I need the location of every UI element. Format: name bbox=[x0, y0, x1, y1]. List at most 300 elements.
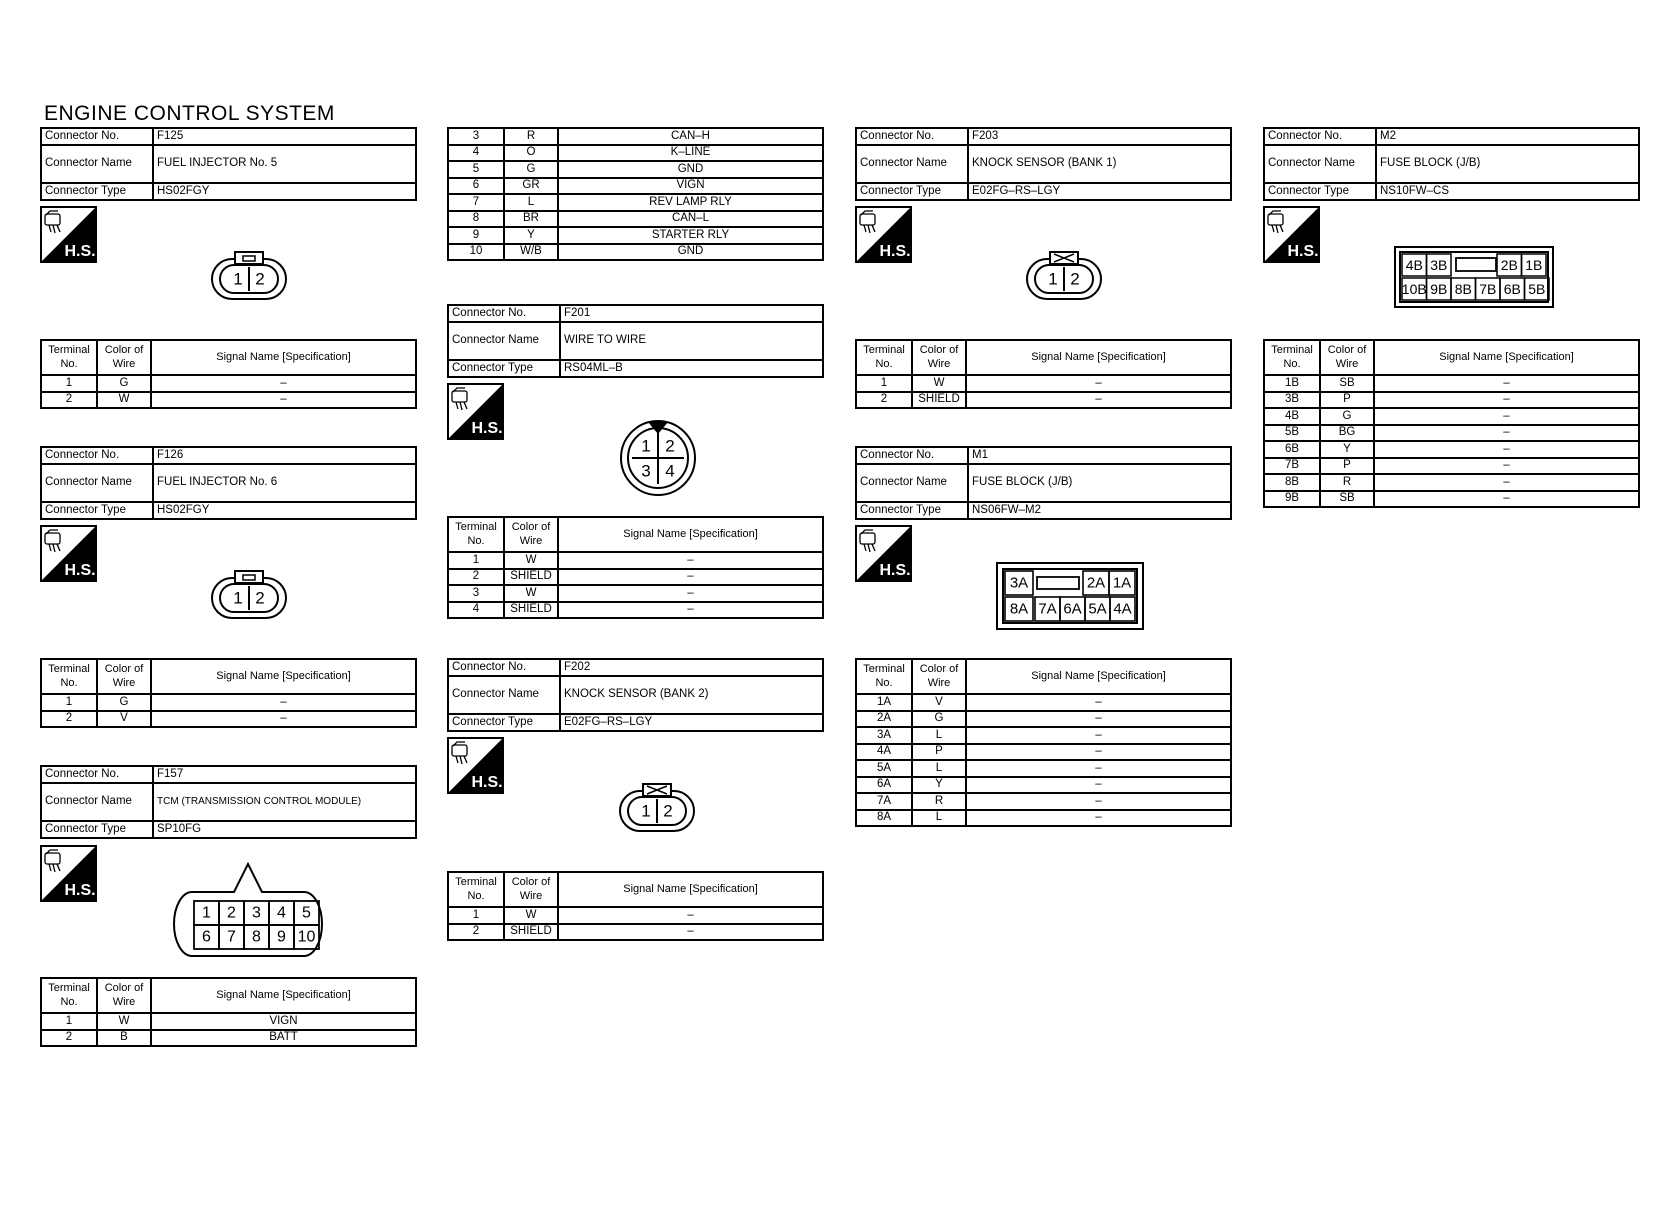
connector-name-value: KNOCK SENSOR (BANK 2) bbox=[560, 676, 823, 714]
connector-type-value: RS04ML–B bbox=[560, 360, 823, 377]
connector-info-M1 bbox=[855, 446, 1232, 520]
label-connector-type: Connector Type bbox=[448, 714, 560, 731]
wire-color: G bbox=[1320, 408, 1374, 425]
pin-label: 4 bbox=[665, 461, 675, 481]
signal-name-header: Signal Name [Specification] bbox=[151, 659, 416, 694]
connector-type-value: NS06FW–M2 bbox=[968, 502, 1231, 519]
label-connector-no: Connector No. bbox=[1264, 128, 1376, 145]
pin-label: 1A bbox=[1112, 574, 1132, 592]
pin-label: 5B bbox=[1528, 281, 1546, 297]
terminal-row bbox=[448, 128, 823, 145]
terminal-row bbox=[41, 1013, 416, 1030]
signal-name: VIGN bbox=[558, 178, 823, 195]
label-connector-name: Connector Name bbox=[448, 676, 560, 714]
harness-side-icon bbox=[40, 845, 97, 902]
terminal-header-row bbox=[448, 517, 823, 552]
wire-color: BR bbox=[504, 211, 558, 228]
terminal-table-F201 bbox=[447, 516, 824, 619]
svg-text:H.S.: H.S. bbox=[879, 562, 911, 579]
connector-type-value: E02FG–RS–LGY bbox=[560, 714, 823, 731]
wire-color: P bbox=[1320, 458, 1374, 475]
terminal-row bbox=[856, 793, 1231, 810]
signal-name: – bbox=[151, 392, 416, 409]
terminal-no: 1B bbox=[1264, 375, 1320, 392]
terminal-row bbox=[856, 711, 1231, 728]
label-connector-type: Connector Type bbox=[856, 183, 968, 200]
pin-label: 5 bbox=[302, 904, 311, 922]
wire-color: V bbox=[97, 711, 151, 728]
connector-no-value: F157 bbox=[153, 766, 416, 783]
signal-name: – bbox=[966, 777, 1231, 794]
harness-side-icon bbox=[1263, 206, 1320, 263]
signal-name: STARTER RLY bbox=[558, 227, 823, 244]
connector-no-value: M2 bbox=[1376, 128, 1639, 145]
label-connector-no: Connector No. bbox=[856, 128, 968, 145]
terminal-no: 6B bbox=[1264, 441, 1320, 458]
pin-label: 10 bbox=[297, 928, 316, 946]
signal-name: – bbox=[966, 727, 1231, 744]
connector-face-F126 bbox=[210, 570, 288, 620]
connector-info-F125 bbox=[40, 127, 417, 201]
wire-color: W bbox=[912, 375, 966, 392]
terminal-row bbox=[856, 810, 1231, 827]
label-connector-type: Connector Type bbox=[41, 183, 153, 200]
label-connector-no: Connector No. bbox=[41, 447, 153, 464]
terminal-row bbox=[41, 392, 416, 409]
pin-label: 1 bbox=[233, 269, 243, 289]
signal-name: CAN–L bbox=[558, 211, 823, 228]
wire-color: R bbox=[912, 793, 966, 810]
pin-label: 4B bbox=[1405, 257, 1423, 273]
wire-color: W bbox=[97, 392, 151, 409]
signal-name: – bbox=[966, 810, 1231, 827]
connector-no-value: F125 bbox=[153, 128, 416, 145]
wire-color: W bbox=[504, 907, 558, 924]
wire-color: W bbox=[504, 552, 558, 569]
pin-label: 7B bbox=[1479, 281, 1497, 297]
wire-color: O bbox=[504, 145, 558, 162]
svg-text:H.S.: H.S. bbox=[471, 774, 503, 791]
pin-label: 1B bbox=[1525, 257, 1543, 273]
label-connector-name: Connector Name bbox=[856, 145, 968, 183]
signal-name-header: Signal Name [Specification] bbox=[966, 659, 1231, 694]
color-of-wire-header: Color of Wire bbox=[504, 517, 558, 552]
pin-label: 7A bbox=[1038, 600, 1057, 618]
svg-text:H.S.: H.S. bbox=[64, 243, 96, 260]
pin-label: 2B bbox=[1500, 257, 1518, 273]
pin-label: 2 bbox=[665, 436, 675, 456]
signal-name: – bbox=[1374, 375, 1639, 392]
terminal-row bbox=[448, 552, 823, 569]
terminal-row bbox=[1264, 425, 1639, 442]
svg-text:H.S.: H.S. bbox=[879, 243, 911, 260]
terminal-no: 9 bbox=[448, 227, 504, 244]
pin-label: 1 bbox=[1048, 269, 1058, 289]
terminal-header-row bbox=[856, 340, 1231, 375]
wire-color: L bbox=[504, 194, 558, 211]
terminal-row bbox=[41, 375, 416, 392]
pin-label: 1 bbox=[641, 801, 651, 821]
connector-info-F157 bbox=[40, 765, 417, 839]
wire-color: B bbox=[97, 1030, 151, 1047]
signal-name: – bbox=[558, 907, 823, 924]
label-connector-type: Connector Type bbox=[41, 502, 153, 519]
terminal-header-row bbox=[41, 978, 416, 1013]
wire-color: W bbox=[97, 1013, 151, 1030]
terminal-no: 2 bbox=[448, 924, 504, 941]
label-connector-type: Connector Type bbox=[1264, 183, 1376, 200]
pin-label: 6A bbox=[1063, 600, 1082, 618]
color-of-wire-header: Color of Wire bbox=[97, 340, 151, 375]
terminal-no: 1 bbox=[856, 375, 912, 392]
terminal-row bbox=[41, 711, 416, 728]
label-connector-no: Connector No. bbox=[448, 305, 560, 322]
color-of-wire-header: Color of Wire bbox=[1320, 340, 1374, 375]
terminal-row bbox=[448, 585, 823, 602]
label-connector-no: Connector No. bbox=[448, 659, 560, 676]
connector-no-value: F203 bbox=[968, 128, 1231, 145]
terminal-no: 1 bbox=[41, 1013, 97, 1030]
signal-name: – bbox=[966, 711, 1231, 728]
connector-name-value: FUSE BLOCK (J/B) bbox=[1376, 145, 1639, 183]
terminal-row bbox=[448, 145, 823, 162]
wire-color: R bbox=[1320, 474, 1374, 491]
harness-side-icon bbox=[447, 737, 504, 794]
terminal-row bbox=[41, 1030, 416, 1047]
connector-info-F202 bbox=[447, 658, 824, 732]
terminal-no: 9B bbox=[1264, 491, 1320, 508]
signal-name: – bbox=[1374, 441, 1639, 458]
signal-name: BATT bbox=[151, 1030, 416, 1047]
pin-label: 3 bbox=[641, 461, 651, 481]
terminal-no: 5A bbox=[856, 760, 912, 777]
connector-face-M1 bbox=[995, 561, 1145, 631]
wire-color: G bbox=[912, 711, 966, 728]
connector-no-value: F126 bbox=[153, 447, 416, 464]
signal-name: – bbox=[966, 793, 1231, 810]
connector-info-F201 bbox=[447, 304, 824, 378]
terminal-table-F203 bbox=[855, 339, 1232, 409]
signal-name: – bbox=[1374, 491, 1639, 508]
pin-label: 4 bbox=[277, 904, 286, 922]
pin-label: 2 bbox=[1070, 269, 1080, 289]
signal-name: – bbox=[1374, 474, 1639, 491]
terminal-no: 5B bbox=[1264, 425, 1320, 442]
terminal-no: 7B bbox=[1264, 458, 1320, 475]
terminal-header-row bbox=[448, 872, 823, 907]
connector-type-value: HS02FGY bbox=[153, 183, 416, 200]
terminal-no: 4 bbox=[448, 145, 504, 162]
pin-label: 1 bbox=[641, 436, 651, 456]
connector-info-M2 bbox=[1263, 127, 1640, 201]
connector-name-value: FUSE BLOCK (J/B) bbox=[968, 464, 1231, 502]
pin-label: 4A bbox=[1113, 600, 1132, 618]
connector-info-F203 bbox=[855, 127, 1232, 201]
signal-name: – bbox=[558, 924, 823, 941]
connector-name-value: FUEL INJECTOR No. 5 bbox=[153, 145, 416, 183]
terminal-row bbox=[856, 744, 1231, 761]
connector-name-value: KNOCK SENSOR (BANK 1) bbox=[968, 145, 1231, 183]
terminal-no: 3A bbox=[856, 727, 912, 744]
svg-text:H.S.: H.S. bbox=[1287, 243, 1319, 260]
pin-label: 1 bbox=[202, 904, 211, 922]
signal-name: – bbox=[558, 585, 823, 602]
color-of-wire-header: Color of Wire bbox=[97, 978, 151, 1013]
connector-info-F126 bbox=[40, 446, 417, 520]
terminal-row bbox=[448, 211, 823, 228]
pin-label: 8 bbox=[252, 928, 261, 946]
terminal-row bbox=[448, 602, 823, 619]
pin-label: 6B bbox=[1503, 281, 1521, 297]
terminal-no: 6A bbox=[856, 777, 912, 794]
wire-color: SHIELD bbox=[504, 569, 558, 586]
harness-side-icon bbox=[447, 383, 504, 440]
label-connector-no: Connector No. bbox=[856, 447, 968, 464]
signal-name-header: Signal Name [Specification] bbox=[151, 978, 416, 1013]
connector-face-M2 bbox=[1393, 245, 1555, 309]
terminal-table-F157-continued bbox=[447, 127, 824, 261]
terminal-no: 4A bbox=[856, 744, 912, 761]
pin-label: 2 bbox=[255, 588, 265, 608]
color-of-wire-header: Color of Wire bbox=[504, 872, 558, 907]
page-title: ENGINE CONTROL SYSTEM bbox=[44, 102, 335, 125]
terminal-no-header: Terminal No. bbox=[856, 340, 912, 375]
signal-name-header: Signal Name [Specification] bbox=[151, 340, 416, 375]
terminal-row bbox=[1264, 441, 1639, 458]
label-connector-name: Connector Name bbox=[41, 464, 153, 502]
terminal-table-F202 bbox=[447, 871, 824, 941]
wire-color: Y bbox=[1320, 441, 1374, 458]
wire-color: SHIELD bbox=[912, 392, 966, 409]
signal-name-header: Signal Name [Specification] bbox=[558, 517, 823, 552]
terminal-row bbox=[448, 194, 823, 211]
pin-label: 8B bbox=[1454, 281, 1472, 297]
signal-name: – bbox=[966, 760, 1231, 777]
connector-name-value: WIRE TO WIRE bbox=[560, 322, 823, 360]
terminal-no: 1 bbox=[448, 907, 504, 924]
pin-label: 1 bbox=[233, 588, 243, 608]
harness-side-icon bbox=[40, 525, 97, 582]
wire-color: P bbox=[1320, 392, 1374, 409]
signal-name: – bbox=[1374, 408, 1639, 425]
wire-color: SB bbox=[1320, 491, 1374, 508]
pin-label: 3 bbox=[252, 904, 261, 922]
label-connector-type: Connector Type bbox=[856, 502, 968, 519]
terminal-row bbox=[856, 392, 1231, 409]
label-connector-name: Connector Name bbox=[41, 145, 153, 183]
terminal-row bbox=[856, 694, 1231, 711]
terminal-table-F126 bbox=[40, 658, 417, 728]
pin-label: 2 bbox=[255, 269, 265, 289]
terminal-no-header: Terminal No. bbox=[41, 978, 97, 1013]
wire-color: BG bbox=[1320, 425, 1374, 442]
pin-label: 5A bbox=[1088, 600, 1107, 618]
connector-name-value: TCM (TRANSMISSION CONTROL MODULE) bbox=[153, 783, 416, 821]
terminal-no: 6 bbox=[448, 178, 504, 195]
signal-name: VIGN bbox=[151, 1013, 416, 1030]
terminal-no: 7 bbox=[448, 194, 504, 211]
connector-face-F125 bbox=[210, 251, 288, 301]
terminal-no: 4 bbox=[448, 602, 504, 619]
terminal-row bbox=[856, 727, 1231, 744]
terminal-no: 2 bbox=[41, 392, 97, 409]
signal-name: – bbox=[558, 552, 823, 569]
terminal-row bbox=[448, 227, 823, 244]
wire-color: L bbox=[912, 760, 966, 777]
pin-label: 7 bbox=[227, 928, 236, 946]
svg-text:H.S.: H.S. bbox=[64, 562, 96, 579]
signal-name: – bbox=[966, 375, 1231, 392]
terminal-no: 5 bbox=[448, 161, 504, 178]
terminal-no: 2 bbox=[41, 1030, 97, 1047]
pin-label: 3B bbox=[1430, 257, 1448, 273]
pin-label: 8A bbox=[1009, 600, 1029, 618]
terminal-no: 2 bbox=[41, 711, 97, 728]
terminal-no: 2 bbox=[856, 392, 912, 409]
wire-color: P bbox=[912, 744, 966, 761]
label-connector-name: Connector Name bbox=[448, 322, 560, 360]
signal-name: – bbox=[558, 602, 823, 619]
pin-label: 9 bbox=[277, 928, 286, 946]
wire-color: Y bbox=[504, 227, 558, 244]
pin-label: 9B bbox=[1430, 281, 1448, 297]
signal-name: – bbox=[151, 375, 416, 392]
signal-name-header: Signal Name [Specification] bbox=[558, 872, 823, 907]
terminal-no: 1 bbox=[41, 375, 97, 392]
connector-no-value: F201 bbox=[560, 305, 823, 322]
signal-name: – bbox=[1374, 425, 1639, 442]
signal-name: K–LINE bbox=[558, 145, 823, 162]
terminal-no-header: Terminal No. bbox=[1264, 340, 1320, 375]
pin-label: 3A bbox=[1009, 574, 1029, 592]
connector-type-value: NS10FW–CS bbox=[1376, 183, 1639, 200]
terminal-table-M1 bbox=[855, 658, 1232, 827]
connector-face-F201 bbox=[618, 418, 698, 498]
terminal-no: 10 bbox=[448, 244, 504, 261]
connector-type-value: HS02FGY bbox=[153, 502, 416, 519]
terminal-row bbox=[1264, 491, 1639, 508]
terminal-row bbox=[448, 569, 823, 586]
wire-color: GR bbox=[504, 178, 558, 195]
label-connector-name: Connector Name bbox=[1264, 145, 1376, 183]
terminal-no: 4B bbox=[1264, 408, 1320, 425]
terminal-no: 3 bbox=[448, 585, 504, 602]
connector-face-F157 bbox=[172, 862, 324, 962]
signal-name: – bbox=[1374, 458, 1639, 475]
label-connector-no: Connector No. bbox=[41, 128, 153, 145]
terminal-no: 2A bbox=[856, 711, 912, 728]
connector-no-value: M1 bbox=[968, 447, 1231, 464]
terminal-no: 7A bbox=[856, 793, 912, 810]
terminal-no-header: Terminal No. bbox=[41, 340, 97, 375]
terminal-row bbox=[448, 924, 823, 941]
connector-face-F202 bbox=[618, 783, 696, 833]
wire-color: R bbox=[504, 128, 558, 145]
terminal-row bbox=[41, 694, 416, 711]
wire-color: Y bbox=[912, 777, 966, 794]
wire-color: V bbox=[912, 694, 966, 711]
terminal-row bbox=[856, 760, 1231, 777]
wire-color: G bbox=[97, 375, 151, 392]
signal-name: – bbox=[151, 694, 416, 711]
terminal-no: 8B bbox=[1264, 474, 1320, 491]
wire-color: L bbox=[912, 727, 966, 744]
signal-name: – bbox=[966, 694, 1231, 711]
color-of-wire-header: Color of Wire bbox=[97, 659, 151, 694]
terminal-no: 3 bbox=[448, 128, 504, 145]
terminal-row bbox=[1264, 474, 1639, 491]
wire-color: W/B bbox=[504, 244, 558, 261]
terminal-row bbox=[448, 161, 823, 178]
terminal-no: 8 bbox=[448, 211, 504, 228]
harness-side-icon bbox=[855, 206, 912, 263]
wire-color: SB bbox=[1320, 375, 1374, 392]
label-connector-name: Connector Name bbox=[41, 783, 153, 821]
connector-name-value: FUEL INJECTOR No. 6 bbox=[153, 464, 416, 502]
svg-text:H.S.: H.S. bbox=[471, 420, 503, 437]
terminal-no: 2 bbox=[448, 569, 504, 586]
terminal-no: 1 bbox=[448, 552, 504, 569]
harness-side-icon bbox=[855, 525, 912, 582]
terminal-table-F157 bbox=[40, 977, 417, 1047]
harness-side-icon bbox=[40, 206, 97, 263]
wire-color: G bbox=[504, 161, 558, 178]
terminal-no: 1A bbox=[856, 694, 912, 711]
terminal-table-F125 bbox=[40, 339, 417, 409]
terminal-no-header: Terminal No. bbox=[41, 659, 97, 694]
signal-name: – bbox=[966, 392, 1231, 409]
signal-name-header: Signal Name [Specification] bbox=[966, 340, 1231, 375]
color-of-wire-header: Color of Wire bbox=[912, 659, 966, 694]
label-connector-no: Connector No. bbox=[41, 766, 153, 783]
terminal-row bbox=[1264, 392, 1639, 409]
terminal-row bbox=[856, 375, 1231, 392]
terminal-row bbox=[448, 178, 823, 195]
terminal-row bbox=[1264, 408, 1639, 425]
wire-color: SHIELD bbox=[504, 924, 558, 941]
label-connector-type: Connector Type bbox=[448, 360, 560, 377]
wire-color: L bbox=[912, 810, 966, 827]
signal-name: – bbox=[558, 569, 823, 586]
terminal-row bbox=[856, 777, 1231, 794]
pin-label: 10B bbox=[1401, 281, 1427, 297]
signal-name: CAN–H bbox=[558, 128, 823, 145]
signal-name: – bbox=[151, 711, 416, 728]
terminal-header-row bbox=[1264, 340, 1639, 375]
terminal-no-header: Terminal No. bbox=[856, 659, 912, 694]
connector-type-value: SP10FG bbox=[153, 821, 416, 838]
terminal-row bbox=[1264, 375, 1639, 392]
wire-color: SHIELD bbox=[504, 602, 558, 619]
svg-text:H.S.: H.S. bbox=[64, 882, 96, 899]
wire-color: G bbox=[97, 694, 151, 711]
terminal-no-header: Terminal No. bbox=[448, 872, 504, 907]
pin-label: 6 bbox=[202, 928, 211, 946]
connector-no-value: F202 bbox=[560, 659, 823, 676]
wire-color: W bbox=[504, 585, 558, 602]
terminal-no: 1 bbox=[41, 694, 97, 711]
pin-label: 2 bbox=[227, 904, 236, 922]
signal-name: GND bbox=[558, 244, 823, 261]
terminal-row bbox=[1264, 458, 1639, 475]
terminal-row bbox=[448, 907, 823, 924]
connector-type-value: E02FG–RS–LGY bbox=[968, 183, 1231, 200]
signal-name: REV LAMP RLY bbox=[558, 194, 823, 211]
connector-face-F203 bbox=[1025, 251, 1103, 301]
pin-label: 2 bbox=[663, 801, 673, 821]
color-of-wire-header: Color of Wire bbox=[912, 340, 966, 375]
terminal-no: 3B bbox=[1264, 392, 1320, 409]
